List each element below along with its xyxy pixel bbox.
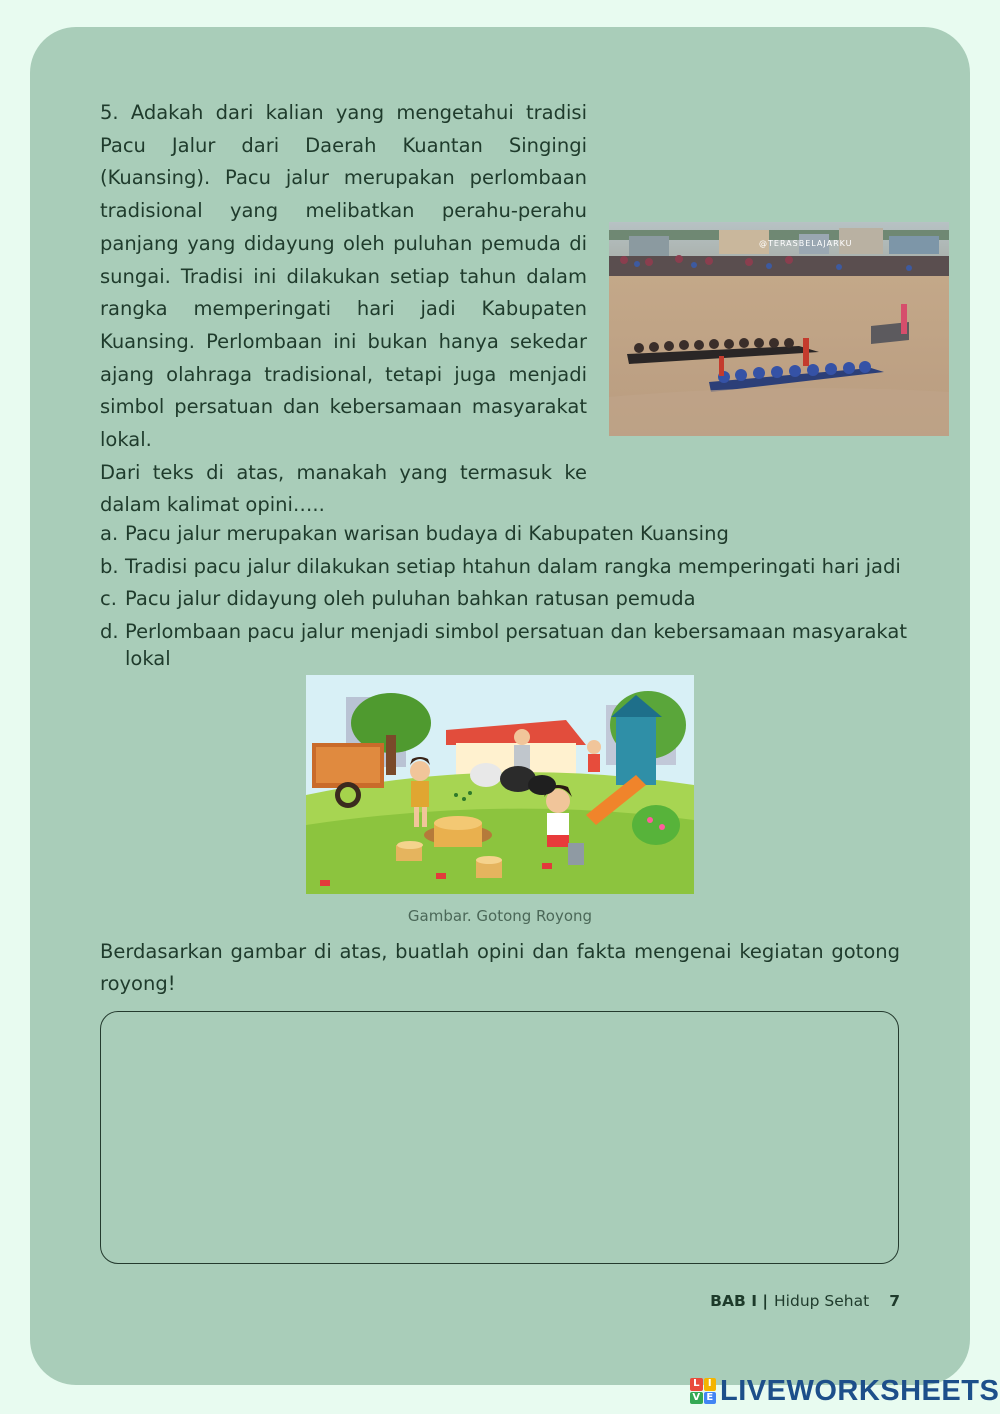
option-label: a.	[100, 522, 119, 545]
option-label: d.	[100, 619, 119, 643]
boat-race-photo-icon	[609, 222, 949, 436]
question-5-paragraph	[100, 97, 587, 522]
option-d[interactable]	[100, 618, 940, 672]
page-number: 7	[889, 1292, 900, 1310]
logo-letter: V	[690, 1392, 703, 1405]
answer-options	[100, 520, 940, 677]
option-label: c.	[100, 587, 117, 610]
liveworksheets-brand[interactable]	[690, 1374, 999, 1408]
logo-letter: L	[690, 1378, 703, 1391]
option-text: Perlombaan pacu jalur menjadi simbol persatuan dan kebersamaan masyarakat lokal	[125, 619, 907, 670]
photo-watermark: @TERASBELAJARKU	[759, 239, 853, 248]
option-c[interactable]	[100, 585, 940, 612]
logo-letter: I	[704, 1378, 717, 1391]
option-text: Pacu jalur merupakan warisan budaya di Kabupaten Kuansing	[125, 522, 729, 545]
option-label: b.	[100, 554, 119, 578]
question-5-prompt: Dari teks di atas, manakah yang termasuk ke dalam kalimat opini…..	[100, 460, 587, 517]
chapter-title: Hidup Sehat	[774, 1292, 870, 1310]
answer-textbox[interactable]	[100, 1011, 899, 1264]
cleanup-illustration-icon	[306, 675, 694, 894]
question-5-body: 5. Adakah dari kalian yang mengetahui tradisi Pacu Jalur dari Daerah Kuantan Singingi (Kuansing). Pacu jalur merupakan perlombaan tradisional yang melibatkan perahu-perahu panjang yang didayung oleh puluhan pemuda di sungai. Tradisi ini dilakukan setiap tahun dalam rangka memperingati hari jadi Kabupaten Kuansing. Perlombaan ini bukan hanya sekedar ajang olahraga tradisional, tetapi juga menjadi simbol persatuan dan kebersamaan masyarakat lokal.	[100, 101, 587, 452]
figure-caption: Gambar. Gotong Royong	[407, 907, 593, 925]
chapter-label: BAB I |	[710, 1292, 769, 1310]
liveworksheets-wordmark: LIVEWORKSHEETS	[720, 1374, 1000, 1407]
option-text: Tradisi pacu jalur dilakukan setiap htahun dalam rangka memperingati hari jadi	[125, 554, 901, 578]
option-text: Pacu jalur didayung oleh puluhan bahkan ratusan pemuda	[125, 587, 696, 610]
task-instruction: Berdasarkan gambar di atas, buatlah opini dan fakta mengenai kegiatan gotong royong!	[100, 940, 900, 995]
option-b[interactable]	[100, 553, 940, 580]
option-a[interactable]	[100, 520, 940, 547]
page-footer	[710, 1292, 900, 1310]
logo-letter: E	[704, 1392, 717, 1405]
liveworksheets-logo-icon	[690, 1378, 716, 1404]
